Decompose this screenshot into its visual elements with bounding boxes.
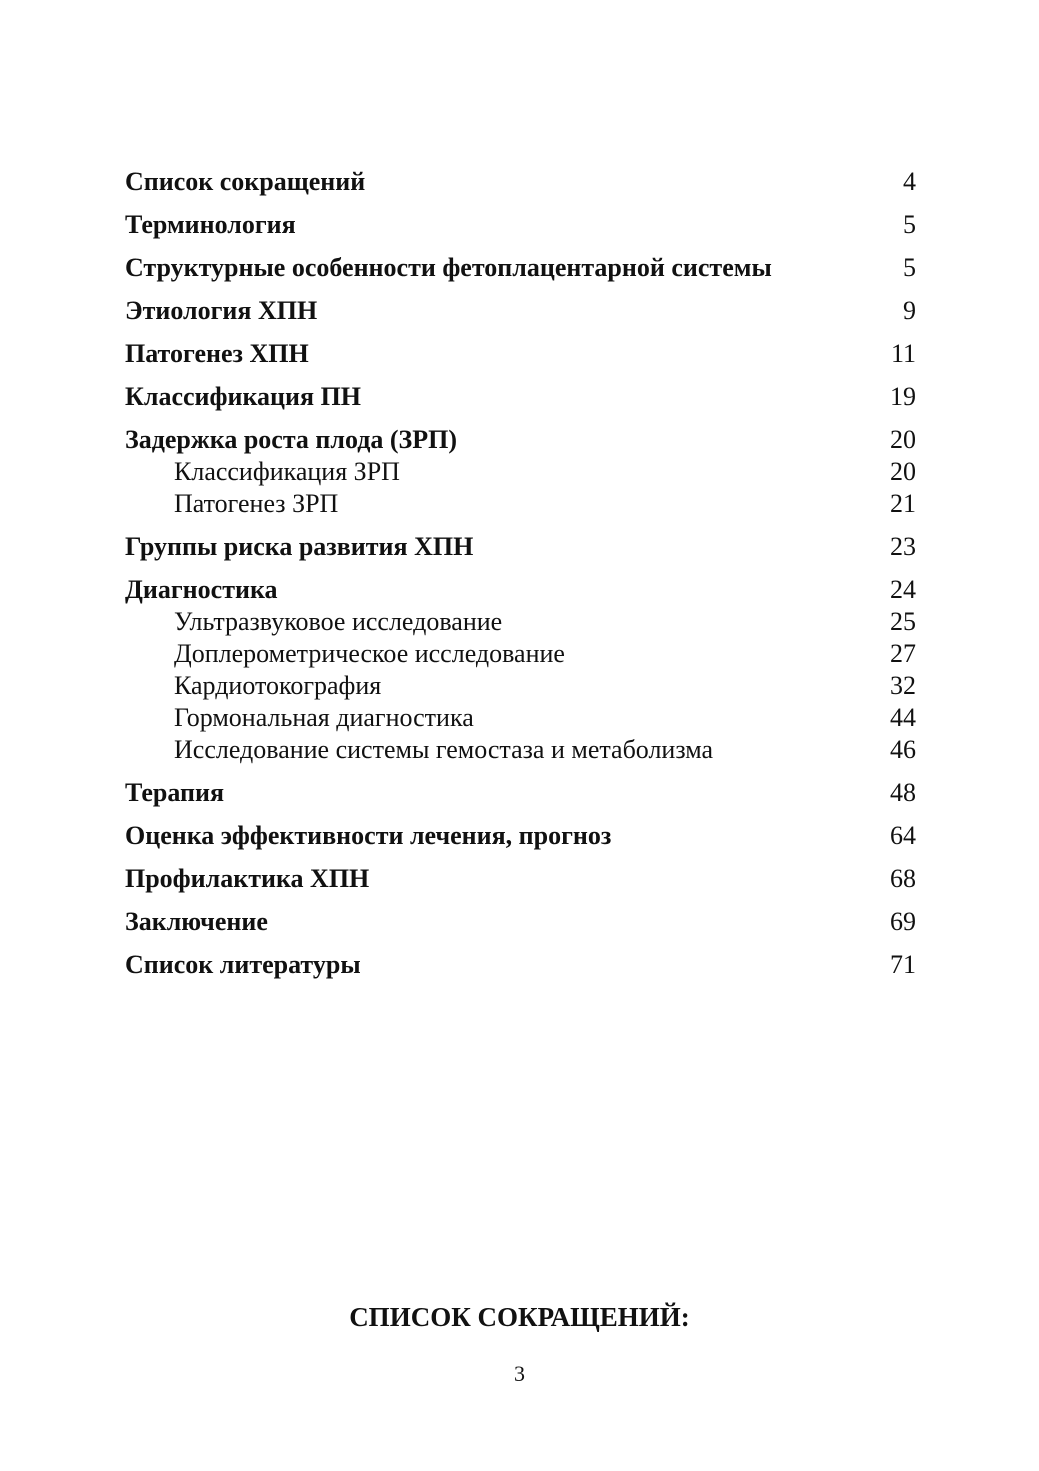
toc-entry-page: 25 <box>890 607 916 636</box>
toc-entry-title: Диагностика <box>125 575 278 604</box>
toc-entry <box>125 456 916 488</box>
toc-entry <box>125 424 916 456</box>
toc-entry-page: 5 <box>903 253 916 282</box>
toc-entry <box>125 863 916 895</box>
toc-entry <box>125 166 916 198</box>
toc-entry-title: Структурные особенности фетоплацентарной системы <box>125 253 772 282</box>
toc-entry-page: 24 <box>890 575 916 604</box>
toc-entry-title: Классификация ЗРП <box>174 457 400 486</box>
toc-entry <box>125 606 916 638</box>
toc-entry <box>125 338 916 370</box>
toc-entry-title: Патогенез ЗРП <box>174 489 339 518</box>
toc-entry <box>125 531 916 563</box>
toc-entry-title: Терминология <box>125 210 296 239</box>
toc-entry <box>125 252 916 284</box>
toc-entry <box>125 574 916 606</box>
toc-entry <box>125 820 916 852</box>
toc-entry-page: 64 <box>890 821 916 850</box>
toc-entry-page: 32 <box>890 671 916 700</box>
toc-entry-title: Исследование системы гемостаза и метаболизма <box>174 735 714 764</box>
toc-entry-page: 4 <box>903 167 916 196</box>
toc-entry-page: 44 <box>890 703 916 732</box>
toc-entry-title: Группы риска развития ХПН <box>125 532 474 561</box>
toc-entry-page: 27 <box>890 639 916 668</box>
toc-entry-page: 48 <box>890 778 916 807</box>
toc-entry <box>125 381 916 413</box>
toc-entry <box>125 670 916 702</box>
toc-entry-title: Профилактика ХПН <box>125 864 370 893</box>
toc-entry-title: Задержка роста плода (ЗРП) <box>125 425 458 454</box>
toc-entry-page: 11 <box>890 339 916 368</box>
toc-entry <box>125 906 916 938</box>
toc-entry-title: Этиология ХПН <box>125 296 318 325</box>
toc-entry <box>125 638 916 670</box>
toc-entry <box>125 488 916 520</box>
toc-entry-title: Список литературы <box>125 950 361 979</box>
toc-entry-page: 71 <box>890 950 916 979</box>
toc-entry-title: Список сокращений <box>125 167 366 196</box>
toc-entry-page: 21 <box>890 489 916 518</box>
table-of-contents <box>125 166 916 981</box>
toc-entry <box>125 702 916 734</box>
toc-entry-title: Кардиотокография <box>174 671 382 700</box>
toc-entry-title: Ультразвуковое исследование <box>174 607 503 636</box>
toc-entry <box>125 777 916 809</box>
toc-entry-title: Заключение <box>125 907 268 936</box>
toc-entry-page: 9 <box>903 296 916 325</box>
toc-entry <box>125 949 916 981</box>
toc-entry-page: 19 <box>890 382 916 411</box>
toc-entry-page: 46 <box>890 735 916 764</box>
toc-entry-title: Патогенез ХПН <box>125 339 309 368</box>
page-number: 3 <box>514 1361 525 1386</box>
toc-entry-page: 20 <box>890 425 916 454</box>
toc-entry-title: Доплерометрическое исследование <box>174 639 565 668</box>
toc-entry-title: Оценка эффективности лечения, прогноз <box>125 821 612 850</box>
toc-entry-page: 69 <box>890 907 916 936</box>
toc-entry-title: Классификация ПН <box>125 382 362 411</box>
toc-entry-page: 5 <box>903 210 916 239</box>
toc-entry-page: 68 <box>890 864 916 893</box>
toc-entry <box>125 209 916 241</box>
section-heading: СПИСОК СОКРАЩЕНИЙ: <box>349 1302 690 1332</box>
toc-entry-title: Терапия <box>125 778 225 807</box>
toc-entry <box>125 734 916 766</box>
toc-entry-page: 20 <box>890 457 916 486</box>
toc-entry-page: 23 <box>890 532 916 561</box>
toc-entry-title: Гормональная диагностика <box>174 703 474 732</box>
toc-entry <box>125 295 916 327</box>
